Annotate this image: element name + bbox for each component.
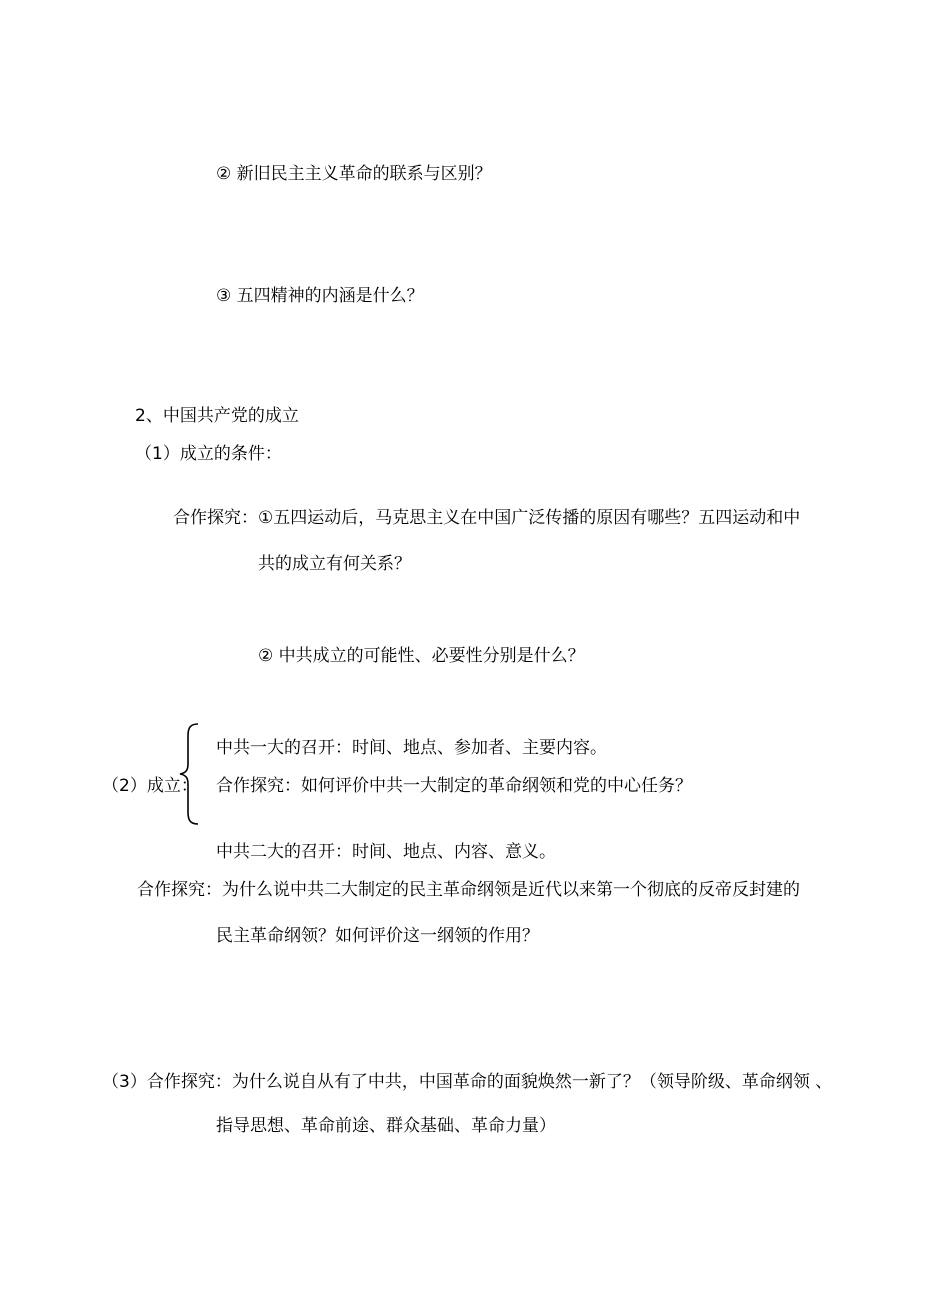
explore-question-1-line2: 共的成立有何关系？ [258, 554, 411, 574]
subsection-founding-label: （2）成立： [102, 776, 198, 796]
explore-question-1-line1: 合作探究：①五四运动后，马克思主义在中国广泛传播的原因有哪些？五四运动和中 [173, 508, 801, 528]
question-wusi-spirit: ③ 五四精神的内涵是什么？ [216, 286, 424, 306]
section-heading-2: 2、中国共产党的成立 [135, 406, 299, 426]
subsection-3-line2: 指导思想、革命前途、群众基础、革命力量） [216, 1116, 556, 1136]
brace-item-first-congress: 中共一大的召开：时间、地点、参加者、主要内容。 [216, 738, 607, 758]
brace-item-explore-first-congress: 合作探究：如何评价中共一大制定的革命纲领和党的中心任务？ [216, 776, 692, 796]
explore-question-2: ② 中共成立的可能性、必要性分别是什么？ [258, 646, 585, 666]
curly-brace-icon [178, 722, 200, 826]
explore-question-3-line1: 合作探究：为什么说中共二大制定的民主革命纲领是近代以来第一个彻底的反帝反封建的 [137, 880, 800, 900]
subsection-conditions: （1）成立的条件： [135, 444, 282, 464]
question-xinjiu: ② 新旧民主主义革命的联系与区别？ [216, 164, 492, 184]
subsection-3-line1: （3）合作探究：为什么说自从有了中共，中国革命的面貌焕然一新了？（领导阶级、革命纲领 、 [102, 1072, 833, 1092]
second-congress-line: 中共二大的召开：时间、地点、内容、意义。 [216, 842, 556, 862]
explore-question-3-line2: 民主革命纲领？如何评价这一纲领的作用？ [216, 926, 539, 946]
